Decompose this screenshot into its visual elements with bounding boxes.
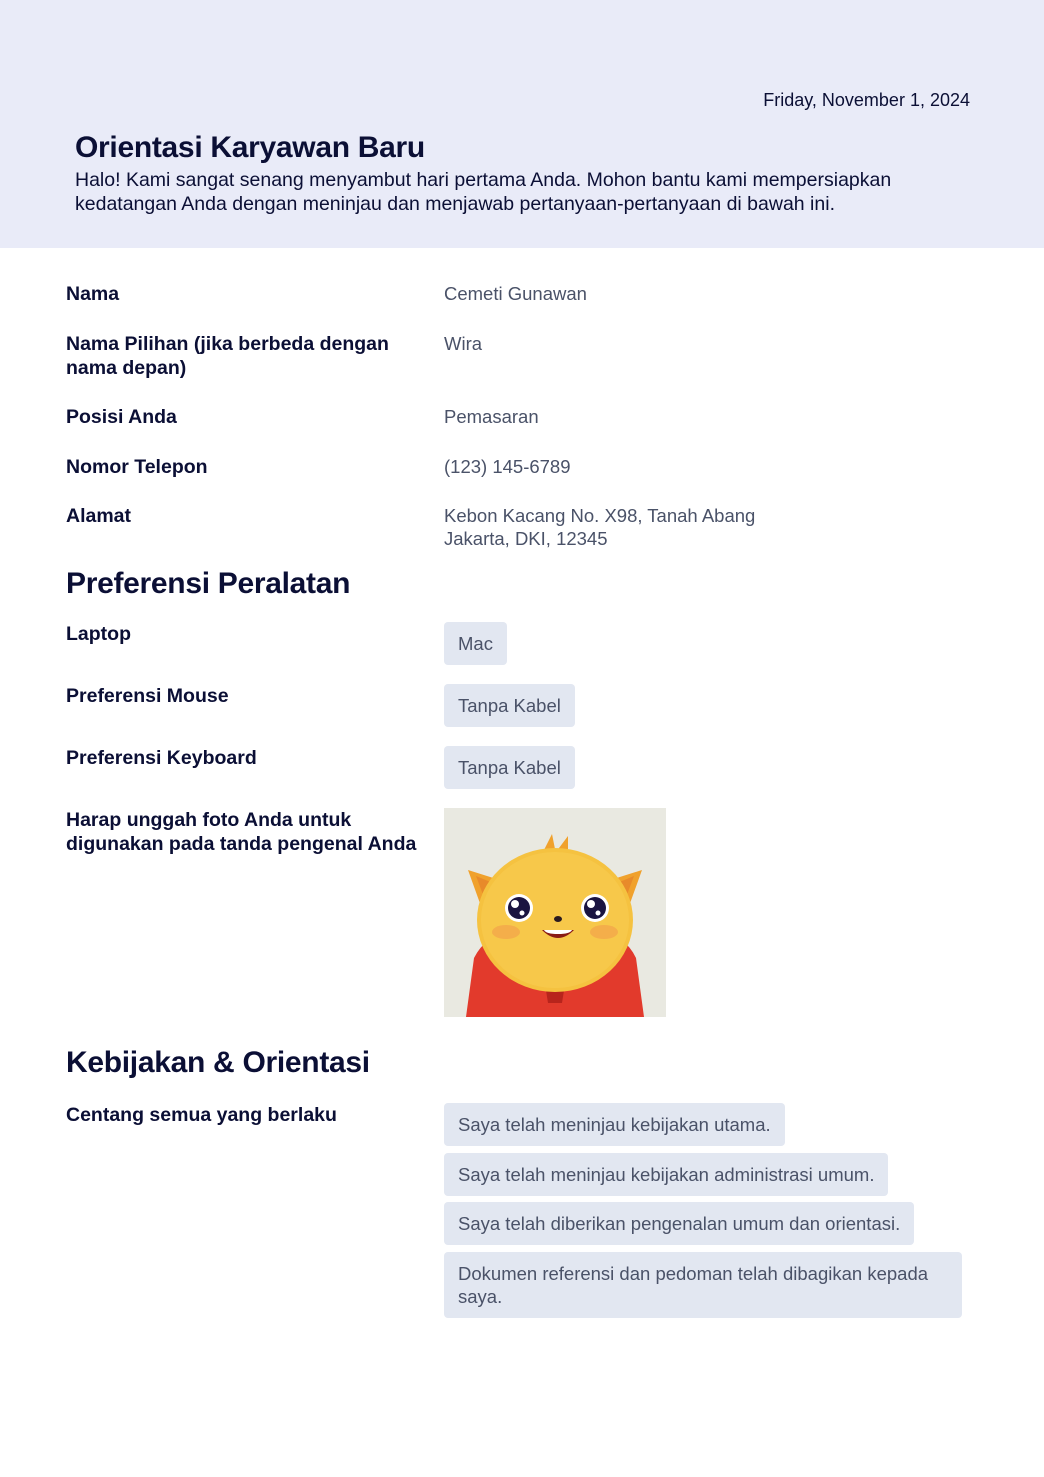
policy-option-documents[interactable]: Dokumen referensi dan pedoman telah dibagikan kepada saya. bbox=[444, 1252, 962, 1318]
field-label: Centang semua yang berlaku bbox=[66, 1104, 337, 1126]
field-label: Alamat bbox=[66, 505, 132, 527]
address-value[interactable] bbox=[444, 504, 755, 550]
field-label: Posisi Anda bbox=[66, 406, 177, 428]
field-label: Nomor Telepon bbox=[66, 456, 208, 478]
address-line-2: Jakarta, DKI, 12345 bbox=[444, 528, 608, 549]
field-label: Laptop bbox=[66, 623, 131, 645]
header-date: Friday, November 1, 2024 bbox=[763, 90, 970, 110]
keyboard-choice[interactable]: Tanpa Kabel bbox=[444, 746, 575, 789]
mouse-choice[interactable]: Tanpa Kabel bbox=[444, 684, 575, 727]
address-line-1: Kebon Kacang No. X98, Tanah Abang bbox=[444, 505, 756, 526]
name-value[interactable]: Cemeti Gunawan bbox=[444, 283, 587, 304]
cartoon-cat-avatar-icon bbox=[444, 808, 666, 1017]
preferred-name-value[interactable]: Wira bbox=[444, 333, 483, 354]
page-title: Orientasi Karyawan Baru bbox=[75, 131, 425, 164]
page-header bbox=[0, 0, 1044, 248]
phone-value[interactable]: (123) 145-6789 bbox=[444, 456, 571, 477]
field-label: Nama bbox=[66, 283, 120, 305]
policy-option-admin[interactable]: Saya telah meninjau kebijakan administrasi umum. bbox=[444, 1153, 888, 1196]
uploaded-photo[interactable] bbox=[444, 808, 666, 1017]
section-title-policies: Kebijakan & Orientasi bbox=[66, 1046, 370, 1079]
section-title-equipment: Preferensi Peralatan bbox=[66, 567, 351, 600]
field-label: Preferensi Mouse bbox=[66, 685, 229, 707]
policy-option-orientation[interactable]: Saya telah diberikan pengenalan umum dan orientasi. bbox=[444, 1202, 914, 1245]
field-label: Preferensi Keyboard bbox=[66, 747, 257, 769]
policy-option-main[interactable]: Saya telah meninjau kebijakan utama. bbox=[444, 1103, 785, 1146]
field-label: Harap unggah foto Anda untuk digunakan pada tanda pengenal Anda bbox=[66, 809, 417, 855]
position-value[interactable]: Pemasaran bbox=[444, 406, 539, 427]
intro-text: Halo! Kami sangat senang menyambut hari pertama Anda. Mohon bantu kami mempersiapkan kedatangan Anda dengan meninjau dan menjawab pertanyaan-pertanyaan di bawah ini. bbox=[75, 169, 892, 215]
field-label: Nama Pilihan (jika berbeda dengan nama depan) bbox=[66, 333, 389, 379]
laptop-choice[interactable]: Mac bbox=[444, 622, 507, 665]
